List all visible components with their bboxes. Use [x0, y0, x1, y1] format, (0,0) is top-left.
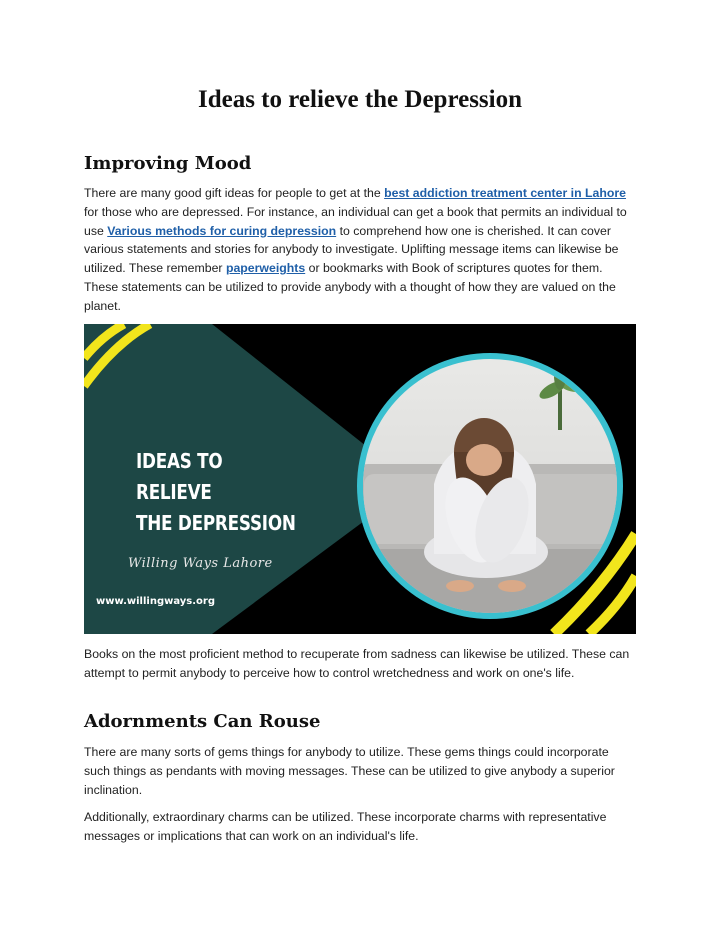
section-heading-adornments: Adornments Can Rouse — [84, 711, 321, 732]
banner-url: www.willingways.org — [96, 596, 216, 607]
paragraph-charms: Additionally, extraordinary charms can be utilized. These incorporate charms with representative messages or implications that can work on an individual's life. — [84, 810, 607, 843]
link-addiction-treatment-center[interactable]: best addiction treatment center in Lahore — [384, 186, 626, 200]
banner-image — [84, 324, 636, 634]
banner-signature-logo: Willing Ways Lahore — [128, 556, 273, 571]
banner-title-line2: THE DEPRESSION — [136, 511, 296, 535]
paragraph-gems: There are many sorts of gems things for anybody to utilize. These gems things could incorporate such things as pendants with moving messages. These can be utilized to give anybody a superior inclination. — [84, 745, 615, 797]
paragraph-improving-mood — [84, 184, 636, 316]
banner-title — [136, 446, 300, 539]
link-paperweights[interactable]: paperweights — [225, 261, 306, 276]
paragraph-text: to comprehend how one is cherished. It can cover various statements and stories for anybody to investigate. Uplifting message items can likewise be utilized. These remember — [84, 223, 619, 276]
paragraph-books: Books on the most proficient method to recuperate from sadness can likewise be utilized. These can attempt to permit anybody to perceive how to control wretchedness and work on one's life. — [84, 647, 630, 680]
paragraph-text: or bookmarks with Book of scriptures quotes for them. These statements can be utilized to provide anybody with a thought of how they are valued on the planet. — [84, 261, 616, 313]
paragraph-text: There are many good gift ideas for people to get at the — [84, 186, 385, 200]
paragraph-text: for those who are depressed. For instance, an individual can get a book that permits an individual to use — [84, 204, 627, 238]
section-heading-improving-mood: Improving Mood — [84, 153, 252, 174]
page-title: Ideas to relieve the Depression — [197, 86, 523, 113]
link-methods-curing-depression[interactable]: Various methods for curing depression — [107, 223, 337, 238]
banner-title-line1: IDEAS TO RELIEVE — [136, 449, 223, 504]
